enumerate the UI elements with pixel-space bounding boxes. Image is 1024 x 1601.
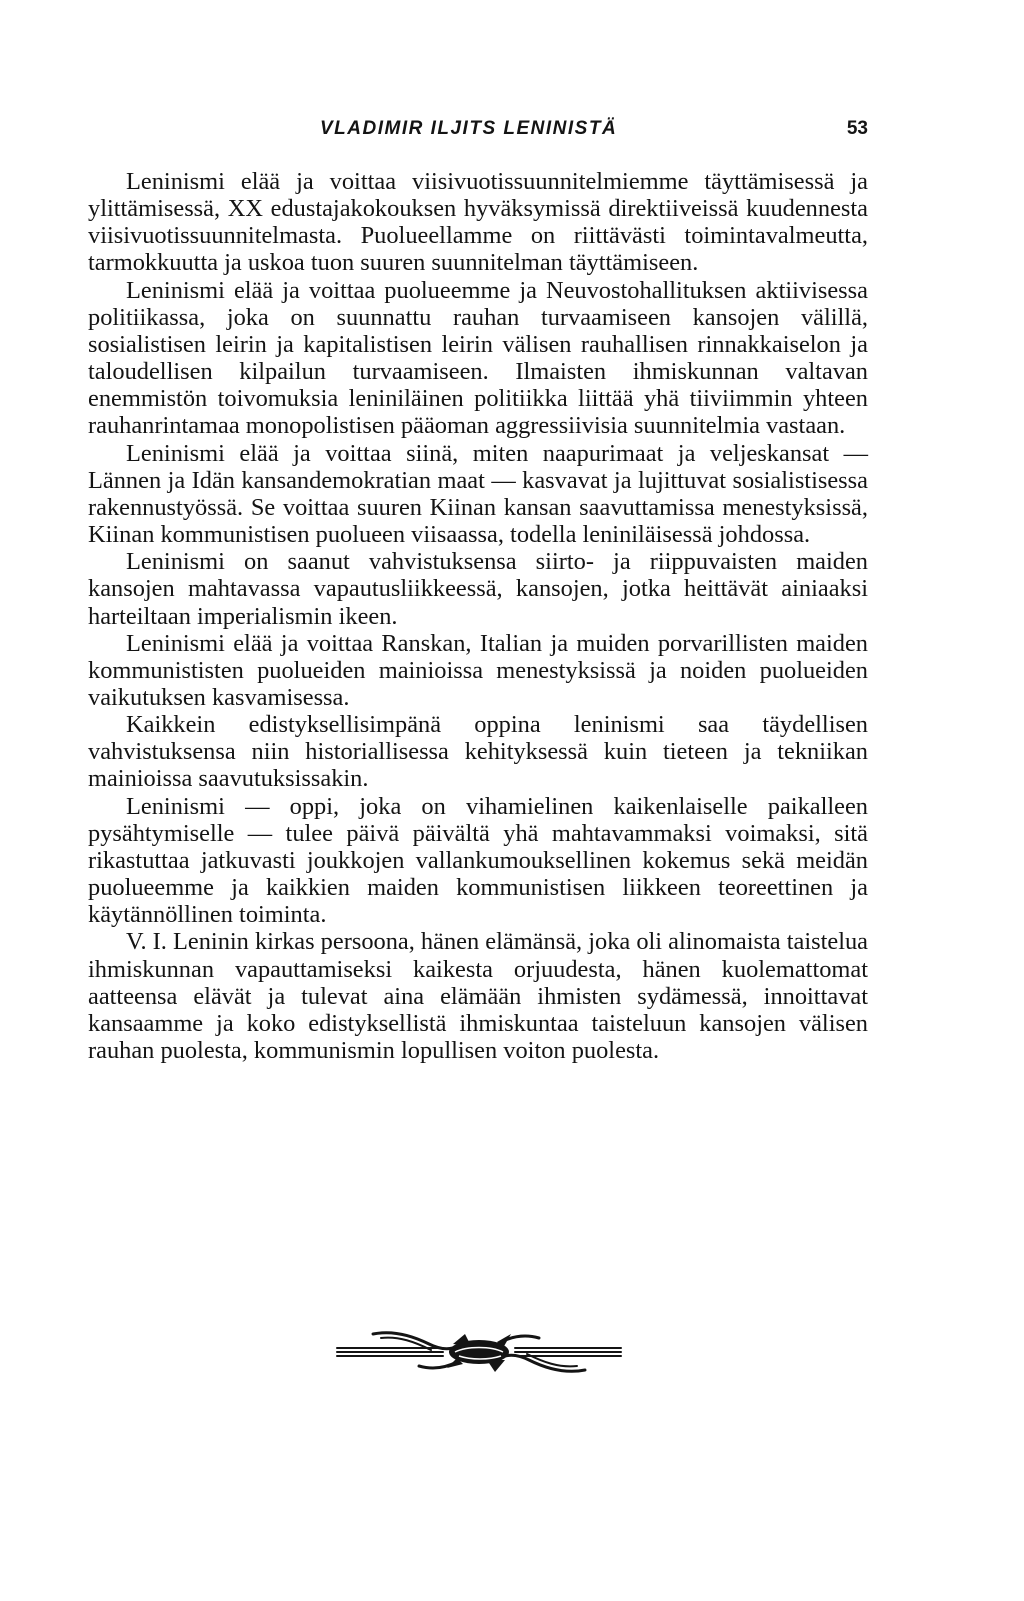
body-text	[88, 168, 868, 1064]
paragraph: Leninismi elää ja voittaa viisivuotissuunnitelmiemme täyttämisessä ja ylittämisessä, XX edustajakokouksen hyväksymissä direktiiveissä kuudennesta viisivuotissuunnitelmasta. Puolueellamme on riittävästi toimintavalmeutta, tarmokkuutta ja uskoa tuon suuren suunnitelman täyttämiseen.	[88, 168, 868, 277]
paragraph: Kaikkein edistyksellisimpänä oppina leninismi saa täydellisen vahvistuksensa niin historiallisessa kehityksessä kuin tieteen ja tekniikan mainioissa saavutuksissakin.	[88, 711, 868, 793]
page-number: 53	[846, 118, 868, 139]
running-title: VLADIMIR ILJITS LENINISTÄ	[320, 118, 618, 139]
paragraph: Leninismi elää ja voittaa siinä, miten naapurimaat ja veljeskansat — Lännen ja Idän kansandemokratian maat — kasvavat ja lujittuvat sosialistisessa rakennustyössä. Se voittaa suuren Kiinan kansan saavuttamissa menestyksissä, Kiinan kommunistisen puolueen viisaassa, todella leniniläisessä johdossa.	[88, 439, 868, 549]
floral-tailpiece-ornament-icon	[333, 1326, 625, 1378]
paragraph: Leninismi — oppi, joka on vihamielinen kaikenlaiselle paikalleen pysähtymiselle — tulee päivä päivältä yhä mahtavammaksi voimaksi, sitä rikastuttaa jatkuvasti joukkojen vallankumouksellinen kokemus sekä meidän puolueemme ja kaikkien maiden kommunistisen liikkeen teoreettinen ja käytännöllinen toiminta.	[88, 792, 868, 929]
paragraph: V. I. Leninin kirkas persoona, hänen elämänsä, joka oli alinomaista taistelua ihmiskunnan vapauttamiseksi kaikesta orjuudesta, hänen kuolemattomat aatteensa elävät ja tulevat aina elämään ihmisten sydämessä, innoittavat kansaamme ja koko edistyksellistä ihmiskuntaa taisteluun kansojen välisen rauhan puolesta, kommunismin lopullisen voiton puolesta.	[88, 928, 868, 1064]
page-header	[88, 118, 868, 148]
paragraph: Leninismi elää ja voittaa Ranskan, Italian ja muiden porvarillisten maiden kommunististen puolueiden mainioissa menestyksissä ja noiden puolueiden vaikutuksen kasvamisessa.	[88, 629, 868, 711]
paragraph: Leninismi on saanut vahvistuksensa siirto- ja riippuvaisten maiden kansojen mahtavassa vapautusliikkeessä, kansojen, jotka heittävät ainiaaksi harteiltaan imperialismin ikeen.	[88, 548, 868, 630]
paragraph: Leninismi elää ja voittaa puolueemme ja Neuvostohallituksen aktiivisessa politiikassa, joka on suunnattu rauhan turvaamiseen kansojen välillä, sosialistisen leirin ja kapitalistisen leirin välisen rauhallisen rinnakkaiselon ja taloudellisen kilpailun turvaamiseen. Ilmaisten ihmiskunnan valtavan enemmistön toivomuksia leniniläinen politiikka liittää yhä tiiviimmin yhteen rauhanrintamaa monopolistisen pääoman aggressiivisia suunnitelmia vastaan.	[88, 276, 868, 440]
